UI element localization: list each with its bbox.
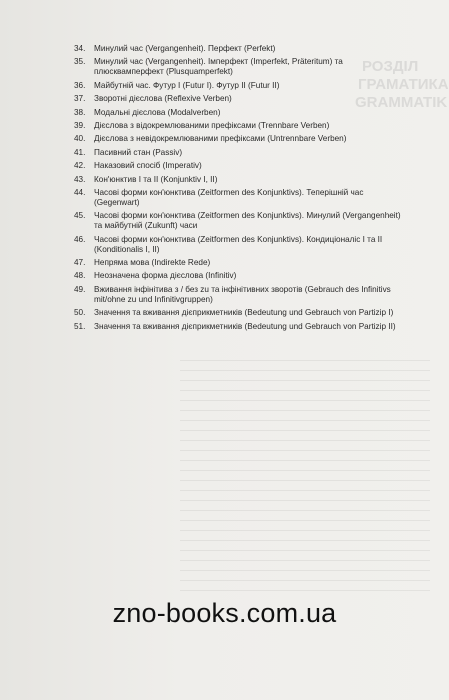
toc-entry-number: 47.: [74, 258, 86, 268]
toc-entry-title: Часові форми кон'юнктива (Zeitformen des Konjunktivs). Минулий (Vergangenheit) та майбутній (Zukunft) часи: [94, 211, 401, 231]
toc-entry-number: 38.: [74, 107, 86, 117]
toc-entry-title: Дієслова з невідокремлюваними префіксами (Untrennbare Verben): [94, 134, 347, 144]
toc-entry: [74, 188, 404, 208]
toc-entry-title: Кон'юнктив I та II (Konjunktiv I, II): [94, 174, 218, 184]
toc-entry-number: 35.: [74, 57, 86, 67]
toc-entry: [74, 235, 404, 255]
table-of-contents: [74, 44, 404, 335]
toc-entry-title: Вживання інфінітива з / без zu та інфінітивних зворотів (Gebrauch des Infinitivs mit/ohne zu und Infinitivgruppen): [94, 284, 391, 304]
toc-entry-number: 39.: [74, 120, 86, 130]
toc-entry-title: Значення та вживання дієприкметників (Bedeutung und Gebrauch von Partizip I): [94, 308, 394, 318]
toc-entry-title: Часові форми кон'юнктива (Zeitformen des Konjunktivs). Теперішній час (Gegenwart): [94, 187, 364, 207]
bleed-through-text: РОЗДІЛ: [362, 58, 419, 75]
toc-entry-title: Зворотні дієслова (Reflexive Verben): [94, 94, 232, 104]
toc-entry-number: 34.: [74, 44, 86, 53]
toc-entry-number: 49.: [74, 284, 86, 294]
toc-entry-title: Дієслова з відокремлюваними префіксами (Trennbare Verben): [94, 120, 330, 130]
toc-entry-title: Майбутній час. Футур I (Futur I). Футур II (Futur II): [94, 80, 280, 90]
toc-entry-title: Минулий час (Vergangenheit). Імперфект (Imperfekt, Präteritum) та плюсквамперфект (Plusquamperfekt): [94, 57, 343, 77]
toc-entry-number: 41.: [74, 147, 86, 157]
toc-entry-number: 36.: [74, 80, 86, 90]
toc-entry-title: Часові форми кон'юнктива (Zeitformen des Konjunktivs). Кондиціоналіс I та II (Konditionalis I, II): [94, 234, 383, 254]
toc-entry: [74, 44, 404, 54]
toc-entry-title: Неозначена форма дієслова (Infinitiv): [94, 271, 237, 281]
toc-entry: [74, 134, 404, 144]
toc-entry-title: Минулий час (Vergangenheit). Перфект (Perfekt): [94, 44, 276, 53]
toc-entry: [74, 258, 404, 268]
toc-entry-number: 43.: [74, 174, 86, 184]
toc-entry-title: Непряма мова (Indirekte Rede): [94, 258, 211, 268]
toc-entry: [74, 271, 404, 281]
watermark: zno-books.com.ua: [112, 598, 337, 628]
bleed-through-text: GRAMMATIK: [355, 94, 448, 111]
bleed-through-text: ГРАМАТИКА: [358, 76, 449, 93]
toc-entry-number: 48.: [74, 271, 86, 281]
toc-entry-number: 46.: [74, 234, 86, 244]
toc-entry-number: 51.: [74, 321, 86, 331]
toc-entry: [74, 175, 404, 185]
toc-entry: [74, 81, 404, 91]
toc-entry-number: 50.: [74, 308, 86, 318]
toc-entry: [74, 308, 404, 318]
toc-entry: [74, 148, 404, 158]
toc-entry: [74, 161, 404, 171]
toc-entry-title: Значення та вживання дієприкметників (Bedeutung und Gebrauch von Partizip II): [94, 321, 396, 331]
toc-entry: [74, 57, 404, 77]
toc-entry-number: 40.: [74, 134, 86, 144]
toc-entry: [74, 108, 404, 118]
toc-entry-number: 44.: [74, 187, 86, 197]
toc-entry: [74, 94, 404, 104]
toc-entry-number: 42.: [74, 161, 86, 171]
toc-entry-title: Наказовий спосіб (Imperativ): [94, 161, 202, 171]
toc-entry-number: 37.: [74, 94, 86, 104]
toc-entry-title: Модальні дієслова (Modalverben): [94, 107, 221, 117]
toc-entry-number: 45.: [74, 211, 86, 221]
toc-entry: [74, 322, 404, 332]
toc-entry: [74, 211, 404, 231]
toc-entry: [74, 121, 404, 131]
toc-entry: [74, 285, 404, 305]
toc-entry-title: Пасивний стан (Passiv): [94, 147, 183, 157]
